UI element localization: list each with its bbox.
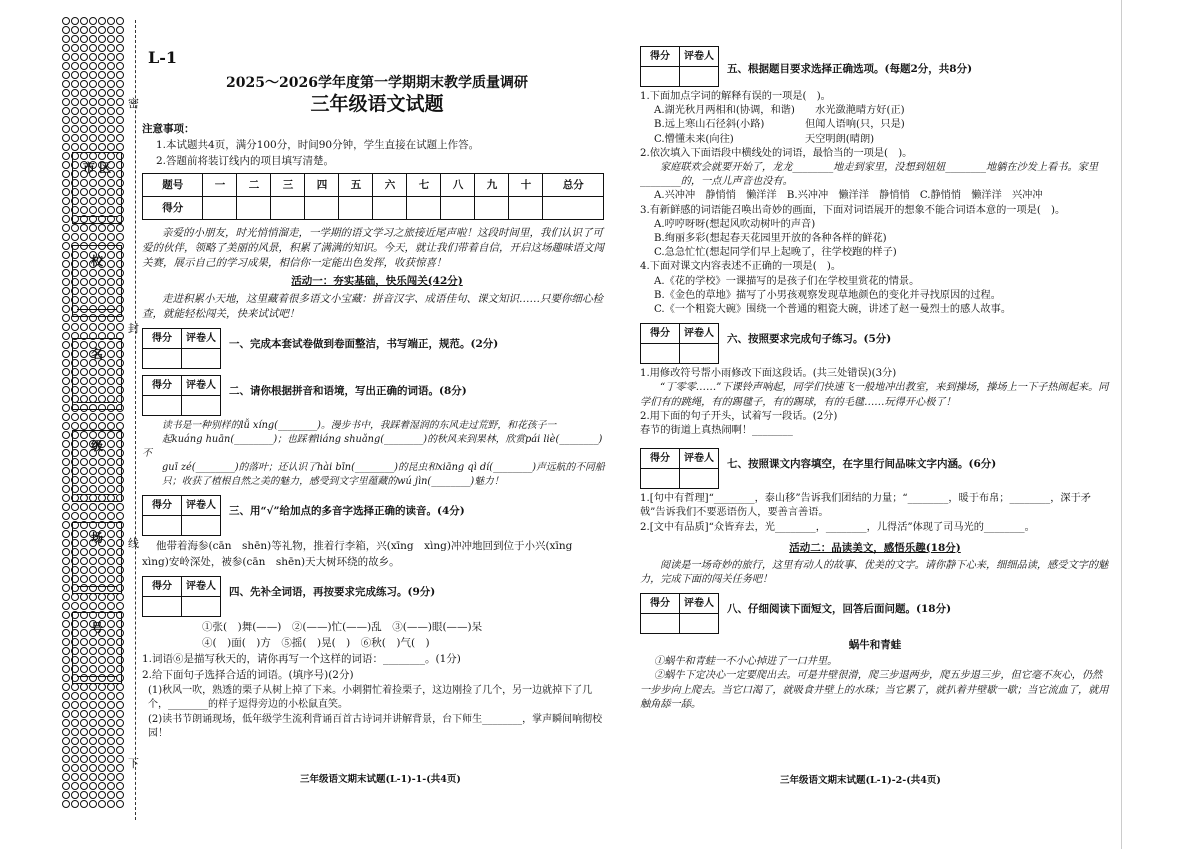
- exam-year-title: 2025～2026学年度第一学期期末教学质量调研: [226, 75, 528, 91]
- hole-row: [62, 775, 132, 784]
- q5-line: A.兴冲冲 静悄悄 懒洋洋 B.兴冲冲 懒洋洋 静悄悄 C.静悄悄 懒洋洋 兴冲冲: [654, 190, 1043, 202]
- hole-row: [62, 91, 132, 100]
- grader-box: [640, 46, 719, 87]
- grader-box: [640, 593, 719, 634]
- story-paragraph: ①蜗牛和青蛙一不小心掉进了一口井里。: [654, 656, 838, 668]
- q2-line: guī zé(________)的落叶；还认识了hài bīn(________)的昆虫和xiāng qì dí(________)声远航的不同船: [162, 462, 605, 473]
- q6-line: 2.用下面的句子开头，试着写一段话。(2分): [640, 410, 838, 422]
- score-cell[interactable]: [407, 197, 441, 220]
- score-header: 二: [237, 174, 271, 197]
- grader-score-label: 得分: [143, 577, 182, 597]
- hole-row: [62, 415, 132, 424]
- score-cell[interactable]: [475, 197, 509, 220]
- score-cell[interactable]: [271, 197, 305, 220]
- score-cell[interactable]: [339, 197, 373, 220]
- grader-name-label: 评卷人: [680, 324, 719, 344]
- q4-sub-item: (1)秋风一吹，熟透的栗子从树上掉了下来。小刺猬忙着捡栗子，这边刚捡了几个，另一边就掉下了几个，________的样子逗得旁边的小松鼠直笑。: [148, 685, 593, 710]
- notice-head: 注意事项：: [142, 123, 195, 135]
- grader-name-label: 评卷人: [182, 496, 221, 516]
- question-title: 六、按照要求完成句子练习。(5分): [727, 333, 892, 346]
- hole-row: [62, 235, 132, 244]
- hole-row: [62, 136, 132, 145]
- hole-row: [62, 316, 132, 325]
- hole-row: [62, 793, 132, 802]
- q7-items: [640, 492, 1110, 535]
- room-label: 场: [90, 531, 103, 545]
- school-field[interactable]: [72, 245, 122, 317]
- binding-holes: [62, 10, 132, 820]
- grade-label: 级: [90, 439, 103, 453]
- score-cell[interactable]: [509, 197, 543, 220]
- score-header: 五: [339, 174, 373, 197]
- score-cell[interactable]: [373, 197, 407, 220]
- binding-mark: 封: [128, 322, 139, 335]
- grader-score-label: 得分: [143, 376, 182, 396]
- q5-line: 2.依次填入下面语段中横线处的词语，最恰当的一项是( )。: [640, 147, 913, 159]
- q5-line: C.急急忙忙(想起同学们早上起晚了，往学校跑的样子): [654, 247, 897, 259]
- paper-code: L-1: [148, 48, 178, 67]
- hole-row: [62, 325, 132, 334]
- hole-row: [62, 703, 132, 712]
- grader-box: [142, 495, 221, 536]
- grader-name-cell[interactable]: [182, 597, 221, 617]
- hole-row: [62, 100, 132, 109]
- hole-row: [62, 226, 132, 235]
- grader-score-cell[interactable]: [641, 614, 680, 634]
- section-q2: [142, 375, 612, 416]
- q4-sub: 1.词语⑥是描写秋天的，请你再写一个这样的词语：________。(1分): [142, 653, 461, 665]
- number-field[interactable]: [72, 612, 122, 684]
- section-q4: [142, 576, 612, 617]
- score-header: 九: [475, 174, 509, 197]
- grader-score-label: 得分: [641, 594, 680, 614]
- city-label: 市 区: [82, 161, 112, 175]
- q5-line: A.《花的学校》一课描写的是孩子们在学校里赏花的情景。: [654, 275, 920, 287]
- grader-score-cell[interactable]: [143, 396, 182, 416]
- q6-line: 春节的街道上真热闹啊！________: [640, 425, 793, 437]
- grader-score-cell[interactable]: [143, 516, 182, 536]
- q5-line: 1.下面加点字词的解释有误的一项是( )。: [640, 91, 831, 102]
- q7-line: 2.[文中有品质]“众皆弃去，光________，________，儿得活”体现了司马光的________。: [640, 521, 1035, 533]
- grader-score-label: 得分: [143, 496, 182, 516]
- q4-words: ①张( )舞(——) ②(——)忙(——)乱 ③(——)眼(——)呆: [202, 621, 483, 633]
- number-label: 号: [90, 621, 103, 635]
- question-title: 四、先补全词语，再按要求完成练习。(9分): [229, 586, 436, 598]
- story-paragraph: ②蜗牛下定决心一定要爬出去。可是井壁很滑，爬三步退两步，爬五步退三步，但它毫不灰心，仍然一步步向上爬去。当它口渴了，就吸食井壁上的水珠；当它累了，就扒着井壁歇一歇；当它流血了，就用触角舔一舔。: [640, 670, 1109, 710]
- activity-one-title: 活动一：夯实基础，快乐闯关(42分): [291, 275, 463, 287]
- score-cell[interactable]: [237, 197, 271, 220]
- grader-name-cell[interactable]: [680, 344, 719, 364]
- q5-line: B.绚丽多彩(想起春天花园里开放的各种各样的鲜花): [654, 233, 887, 245]
- grader-name-label: 评卷人: [680, 449, 719, 469]
- question-title: 七、按照课文内容填空，在字里行间品味文字内涵。(6分): [727, 458, 997, 471]
- hole-row: [62, 694, 132, 703]
- hole-row: [62, 64, 132, 73]
- hole-row: [62, 757, 132, 766]
- section-q7: [640, 448, 1110, 489]
- hole-row: [62, 10, 132, 19]
- q5-line: 家庭联欢会就要开始了，龙龙________地走到家里，没想到妞妞________地躺在沙发上看书。家里________的，一点儿声音也没有。: [640, 162, 1099, 188]
- grader-name-label: 评卷人: [182, 329, 221, 349]
- score-header: 三: [271, 174, 305, 197]
- question-title: 一、完成本套试卷做到卷面整洁，书写端正，规范。(2分): [229, 338, 499, 350]
- score-header: 七: [407, 174, 441, 197]
- score-row-label: 得分: [143, 197, 203, 220]
- grader-name-label: 评卷人: [182, 577, 221, 597]
- hole-row: [62, 118, 132, 127]
- hole-row: [62, 712, 132, 721]
- grader-score-cell[interactable]: [641, 67, 680, 87]
- grader-name-cell[interactable]: [680, 614, 719, 634]
- page-footer-right: 三年级语文期末试题(L-1)-2-(共4页): [780, 775, 941, 786]
- score-cell[interactable]: [543, 197, 604, 220]
- score-cell[interactable]: [203, 197, 237, 220]
- hole-row: [62, 82, 132, 91]
- q5-line: 4.下面对课文内容表述不正确的一项是( )。: [640, 261, 842, 273]
- hole-row: [62, 19, 132, 28]
- notice-item: 2.答题前将装订线内的项目填写清楚。: [156, 155, 335, 167]
- hole-row: [62, 505, 132, 514]
- page-left: [142, 40, 612, 742]
- score-header: 四: [305, 174, 339, 197]
- score-header: 总分: [543, 174, 604, 197]
- score-cell[interactable]: [305, 197, 339, 220]
- section-q8: [640, 593, 1110, 634]
- hole-row: [62, 28, 132, 37]
- grader-box: [142, 328, 221, 369]
- grader-name-cell[interactable]: [680, 67, 719, 87]
- hole-row: [62, 766, 132, 775]
- q6-items: [640, 367, 1110, 438]
- score-header: 一: [203, 174, 237, 197]
- section-q3: [142, 495, 612, 536]
- q5-line: B.远上寒山石径斜(小路) 但闻人语响(只，只是): [654, 119, 905, 131]
- scan-edge: [1121, 0, 1122, 849]
- grader-score-label: 得分: [641, 47, 680, 67]
- q5-items: [640, 90, 1110, 317]
- q4-sub-item: (2)读书节朗诵现场，低年级学生流利背诵百首古诗词并讲解背景，台下师生________，掌声瞬间响彻校园！: [148, 714, 603, 739]
- q5-line: A.哼哼呀呀(想起风吹动树叶的声音): [654, 218, 816, 230]
- binding-line: [135, 20, 136, 820]
- hole-row: [62, 73, 132, 82]
- section-q6: [640, 323, 1110, 364]
- q5-line: A.湖光秋月两相和(协调，和谐) 水光潋滟晴方好(正): [654, 105, 905, 117]
- grader-name-label: 评卷人: [182, 376, 221, 396]
- q5-line: C.《一个粗瓷大碗》围绕一个普通的粗瓷大碗，讲述了赵一曼烈士的感人故事。: [654, 304, 1012, 316]
- grader-name-cell[interactable]: [680, 469, 719, 489]
- page-footer-left: 三年级语文期末试题(L-1)-1-(共4页): [300, 774, 461, 785]
- q5-line: C.懵懂未来(向往) 天空明朗(晴朗): [654, 133, 875, 145]
- exam-subject-title: 三年级语文试题: [310, 93, 444, 115]
- hole-row: [62, 739, 132, 748]
- grader-name-cell[interactable]: [182, 396, 221, 416]
- binding-mark: 密: [128, 97, 139, 110]
- grader-box: [640, 323, 719, 364]
- score-header: 十: [509, 174, 543, 197]
- score-cell[interactable]: [441, 197, 475, 220]
- grader-score-cell[interactable]: [143, 597, 182, 617]
- grader-score-cell[interactable]: [641, 469, 680, 489]
- grader-score-cell[interactable]: [641, 344, 680, 364]
- page-right: [640, 46, 1110, 712]
- city-field[interactable]: [72, 152, 122, 224]
- activity-two-title: 活动二：品读美文，感悟乐趣(18分): [789, 541, 961, 554]
- hole-row: [62, 730, 132, 739]
- hole-row: [62, 127, 132, 136]
- hole-row: [62, 55, 132, 64]
- activity-one-text: 走进积累小天地，这里藏着很多语文小宝藏：拼音汉字、成语佳句、课文知识……只要你细心检查，就能轻松闯关，快来试试吧！: [142, 293, 603, 320]
- q7-line: 1.[句中有哲理]“________，泰山移”告诉我们团结的力量；“________，暖于布帛；________，深于矛戟”告诉我们不要恶语伤人，要善言善语。: [640, 493, 1091, 519]
- story-text: [640, 655, 1110, 712]
- activity-two-text: 阅读是一场奇妙的旅行，这里有动人的故事、优美的文字。请你静下心来，细细品读，感受文字的魅力，完成下面的闯关任务吧！: [640, 559, 1109, 586]
- q4-sub: 2.给下面句子选择合适的词语。(填序号)(2分): [142, 669, 354, 681]
- grade-field[interactable]: [72, 430, 122, 502]
- question-title: 八、仔细阅读下面短文，回答后面问题。(18分): [727, 603, 952, 616]
- binding-mark: 下: [128, 757, 139, 770]
- grader-box: [142, 576, 221, 617]
- section-q1: [142, 328, 612, 369]
- hole-row: [62, 784, 132, 793]
- q2-line: 读书是一种别样的lǚ xíng(________)。漫步书中，我踩着湿润的东风走过荒野，和花孩子一: [162, 420, 557, 431]
- grader-name-label: 评卷人: [680, 47, 719, 67]
- hole-row: [62, 748, 132, 757]
- hole-row: [62, 685, 132, 694]
- hole-row: [62, 37, 132, 46]
- q5-line: B.《金色的草地》描写了小男孩观察发现草地颜色的变化并寻找原因的过程。: [654, 289, 1001, 301]
- q3-line: xìng)安岭深处，被参(cān shēn)天大树环绕的故乡。: [142, 556, 400, 568]
- q4-words: ④( )面( )方 ⑤摇( )晃( ) ⑥秋( )气( ): [202, 637, 430, 649]
- grader-box: [640, 448, 719, 489]
- question-title: 三、用“√”给加点的多音字选择正确的读音。(4分): [229, 505, 465, 517]
- hole-row: [62, 46, 132, 55]
- room-field[interactable]: [72, 522, 122, 594]
- grader-score-label: 得分: [143, 329, 182, 349]
- score-header: 八: [441, 174, 475, 197]
- score-header: 六: [373, 174, 407, 197]
- score-header: 题号: [143, 174, 203, 197]
- grader-name-cell[interactable]: [182, 516, 221, 536]
- name-label: 名: [90, 347, 103, 361]
- question-title: 二、请你根据拼音和语境，写出正确的词语。(8分): [229, 385, 467, 397]
- grader-name-label: 评卷人: [680, 594, 719, 614]
- hole-row: [62, 595, 132, 604]
- grader-score-label: 得分: [641, 449, 680, 469]
- q2-passage: [142, 419, 612, 489]
- grader-box: [142, 375, 221, 416]
- grader-score-label: 得分: [641, 324, 680, 344]
- section-q5: [640, 46, 1110, 87]
- score-table: [142, 173, 604, 220]
- story-title: 蜗牛和青蛙: [848, 639, 902, 652]
- grader-score-cell[interactable]: [143, 349, 182, 369]
- q5-line: 3.有新鲜感的词语能召唤出奇妙的画面，下面对词语展开的想象不能合词语本意的一项是( )。: [640, 204, 1066, 216]
- q3-line: 他带着海参(cān shēn)等礼物，推着行李箱，兴(xīng xìng)冲冲地回到位于小兴(xīng: [156, 540, 573, 552]
- notice-item: 1.本试题共4页，满分100分，时间90分钟，学生直接在试题上作答。: [156, 139, 480, 151]
- hole-row: [62, 721, 132, 730]
- binding-mark: 线: [128, 537, 139, 550]
- q2-line: 起kuáng huān(________)；也踩着liáng shuǎng(________)的秋风来到果林，欣赏pái liè(________)不: [142, 434, 603, 459]
- intro-text: 亲爱的小朋友，时光悄悄溜走，一学期的语文学习之旅接近尾声啦！这段时间里，我们认识了可爱的伙伴，领略了美丽的风景，积累了满满的知识。今天，就让我们带着自信，开启这场趣味语文闯关赛，展示自己的学习成果，相信你一定能出色发挥，收获惊喜！: [142, 227, 604, 269]
- q2-line: 只；收获了植根自然之美的魅力，感受到文字里蕴藏的wú jìn(________)魅力！: [162, 476, 504, 487]
- q6-line: 1.用修改符号帮小雨修改下面这段话。(共三处错误)(3分): [640, 368, 897, 380]
- school-label: 校: [90, 254, 103, 268]
- name-field[interactable]: [72, 338, 122, 410]
- grader-name-cell[interactable]: [182, 349, 221, 369]
- question-title: 五、根据题目要求选择正确选项。(每题2分，共8分): [727, 63, 973, 75]
- hole-row: [62, 109, 132, 118]
- q6-line: “丁零零……”下课铃声响起，同学们快速飞一般地冲出教室，来到操场，操场上一下子热闹起来。同学们有的跳绳，有的踢毽子，有的踢球，有的毛毽……玩得开心极了！: [640, 382, 1109, 408]
